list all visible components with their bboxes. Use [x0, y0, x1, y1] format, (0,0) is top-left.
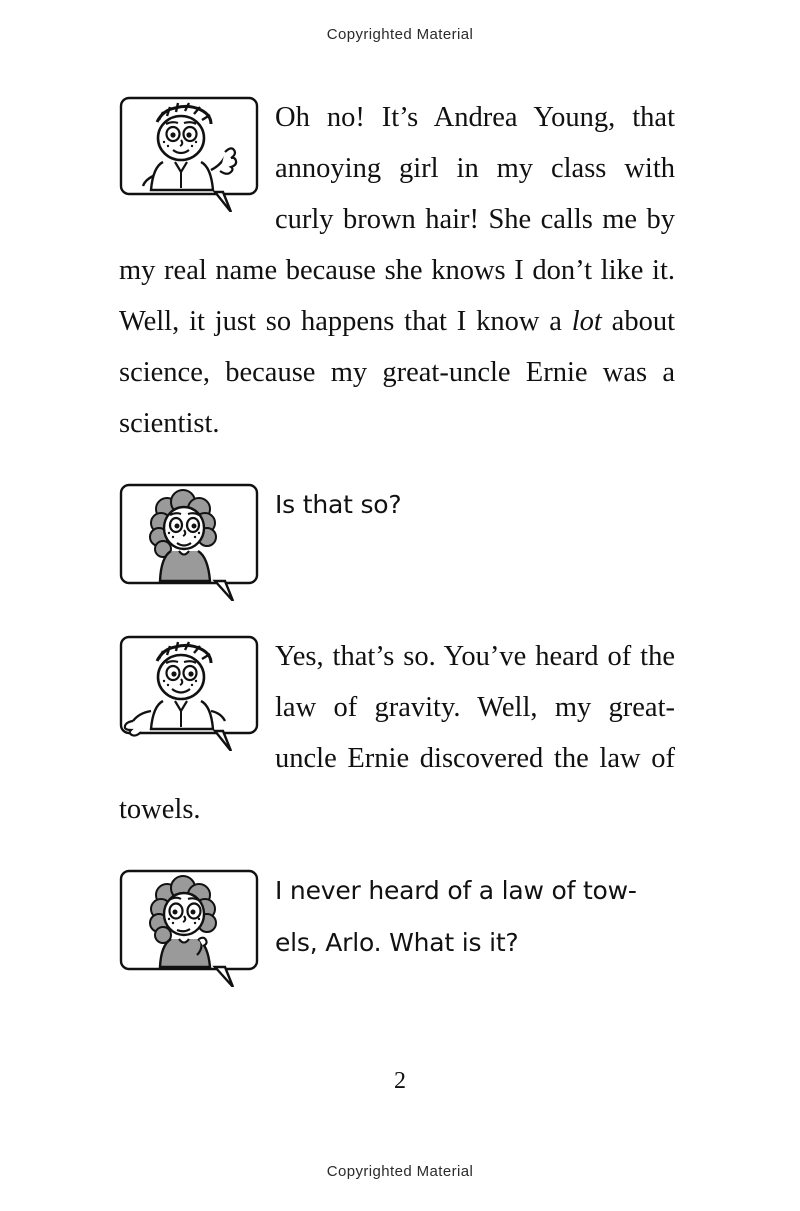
copyright-notice-bottom: Copyrighted Material — [326, 1163, 474, 1180]
speech-text-1: Oh no! It’s Andrea Young, that annoying girl in my class with curly brown hair! She calls me by my real name because she knows I don’t like it. Well, it just so happens that I know a lot about science, because my great-uncle Ernie was a scientist. — [119, 102, 675, 439]
page-content — [119, 92, 675, 1017]
speech-text-2: Is that so? — [275, 490, 402, 519]
speech-text-3: Yes, that’s so. You’ve heard of the law of gravity. Well, my great-uncle Ernie discovered the law of towels. — [119, 641, 675, 825]
speech-block-4 — [119, 865, 675, 987]
copyright-notice-top: Copyrighted Material — [326, 26, 474, 43]
speech-text-4: I never heard of a law of tow-els, Arlo. What is it? — [275, 876, 637, 957]
speech-block-2 — [119, 479, 675, 601]
speech-block-3 — [119, 631, 675, 835]
speech-block-1 — [119, 92, 675, 449]
boy-character-speech-bubble — [119, 635, 259, 751]
boy-character-speech-bubble — [119, 96, 259, 212]
girl-character-speech-bubble — [119, 483, 259, 601]
girl-character-speech-bubble — [119, 869, 259, 987]
page-number: 2 — [394, 1068, 406, 1094]
